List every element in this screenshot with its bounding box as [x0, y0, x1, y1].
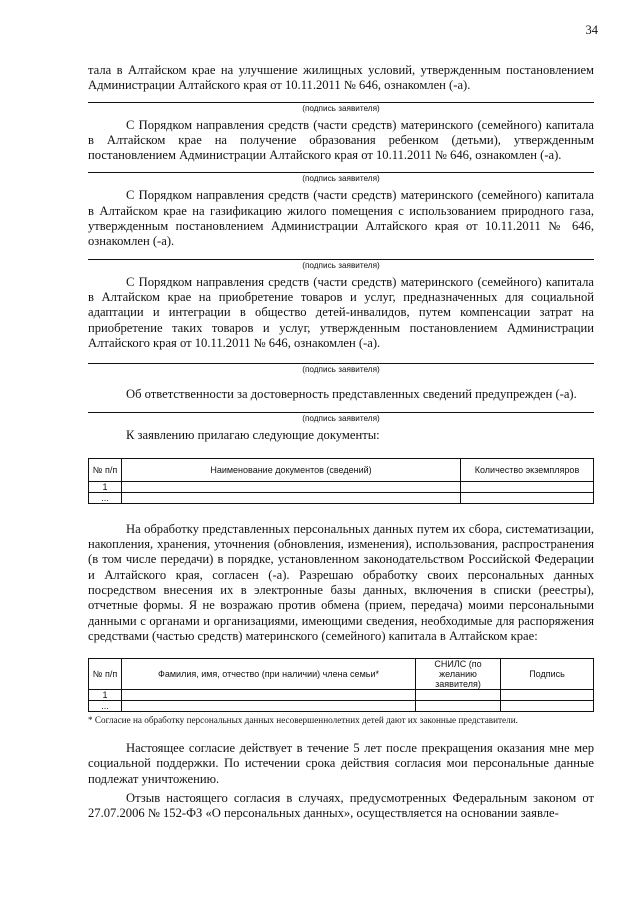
table-row [89, 481, 594, 492]
col-signature-header: Подпись [501, 659, 594, 690]
snils-cell[interactable] [416, 701, 501, 712]
col-snils-header: СНИЛС (по желанию заявителя) [416, 659, 501, 690]
signature-label: (подпись заявителя) [302, 260, 380, 270]
paragraph-personal-data-consent: На обработку представленных персональных данных путем их сбора, систематизации, накопления, хранения, уточнения (обновления, изменения), использования, распространения (в том числе передачи) в порядке, установленном законодательством Российской Федерации и Алтайского края, согласен (-а). Разрешаю обработку своих персональных данных посредством внесения их в электронные базы данных, включения в списки (реестры), отчетные формы. Я не возражаю против обмена (прием, передача) моими персональными данными с органами и организациями, имеющими сведения, необходимые для распоряжения средствами (частью средств) материнского (семейного) капитала в Алтайском крае: [88, 521, 594, 643]
document-name-cell[interactable] [122, 481, 461, 492]
row-number: 1 [89, 481, 122, 492]
family-members-table [88, 658, 594, 712]
table-header-row [89, 659, 594, 690]
row-number: ... [89, 492, 122, 503]
paragraph-gasification: С Порядком направления средств (части средств) материнского (семейного) капитала в Алтайском крае на газификацию жилого помещения с использованием природного газа, утвержденным постановлением Администрации Алтайского края от 10.11.2011 № 646, ознакомлен (-а). [88, 188, 594, 249]
paragraph-consent-duration: Настоящее согласие действует в течение 5 лет после прекращения оказания мне мер социальной поддержки. По истечении срока действия согласия мои персональные данные подлежат уничтожению. [88, 741, 594, 786]
col-full-name-header: Фамилия, имя, отчество (при наличии) члена семьи* [122, 659, 416, 690]
col-quantity-header: Количество экземпляров [461, 458, 594, 481]
page-number: 34 [585, 23, 598, 37]
document-name-cell[interactable] [122, 492, 461, 503]
signature-line [88, 412, 594, 424]
row-number: ... [89, 701, 122, 712]
signature-line [88, 363, 594, 375]
paragraph-housing: тала в Алтайском крае на улучшение жилищных условий, утвержденным постановлением Администрации Алтайского края от 10.11.2011 № 646, ознакомлен (-а). [88, 63, 594, 93]
table-row [89, 690, 594, 701]
signature-label: (подпись заявителя) [302, 365, 380, 375]
table-row [89, 492, 594, 503]
col-number-header: № п/п [89, 458, 122, 481]
document-body [88, 63, 594, 822]
signature-line [88, 172, 594, 184]
footnote: * Согласие на обработку персональных данных несовершеннолетних детей дают их законные представители. [88, 715, 518, 726]
signature-label: (подпись заявителя) [302, 174, 380, 184]
table-row [89, 701, 594, 712]
documents-table [88, 458, 594, 504]
signature-cell[interactable] [501, 701, 594, 712]
signature-label: (подпись заявителя) [302, 414, 380, 424]
signature-line [88, 259, 594, 271]
full-name-cell[interactable] [122, 690, 416, 701]
col-document-name-header: Наименование документов (сведений) [122, 458, 461, 481]
quantity-cell[interactable] [461, 481, 594, 492]
snils-cell[interactable] [416, 690, 501, 701]
quantity-cell[interactable] [461, 492, 594, 503]
paragraph-consent-withdrawal: Отзыв настоящего согласия в случаях, предусмотренных Федеральным законом от 27.07.2006 № 152-ФЗ «О персональных данных», осуществляется на основании заявле- [88, 791, 594, 821]
col-number-header: № п/п [89, 659, 122, 690]
row-number: 1 [89, 690, 122, 701]
signature-cell[interactable] [501, 690, 594, 701]
table-header-row [89, 458, 594, 481]
full-name-cell[interactable] [122, 701, 416, 712]
signature-line [88, 102, 594, 114]
paragraph-attachments: К заявлению прилагаю следующие документы: [126, 428, 380, 443]
paragraph-education: С Порядком направления средств (части средств) материнского (семейного) капитала в Алтайском крае на получение образования ребенком (детьми), утвержденным постановлением Администрации Алтайского края от 10.11.2011 № 646, ознакомлен (-а). [88, 117, 594, 163]
signature-label: (подпись заявителя) [302, 103, 380, 113]
paragraph-responsibility: Об ответственности за достоверность представленных сведений предупрежден (-а). [126, 387, 577, 402]
paragraph-disabled-children: С Порядком направления средств (части средств) материнского (семейного) капитала в Алтайском крае на приобретение товаров и услуг, предназначенных для социальной адаптации и интеграции в общество детей-инвалидов, путем компенсации затрат на приобретение таких товаров и услуг, утвержденным постановлением Администрации Алтайского края от 10.11.2011 № 646, ознакомлен (-а). [88, 274, 594, 350]
